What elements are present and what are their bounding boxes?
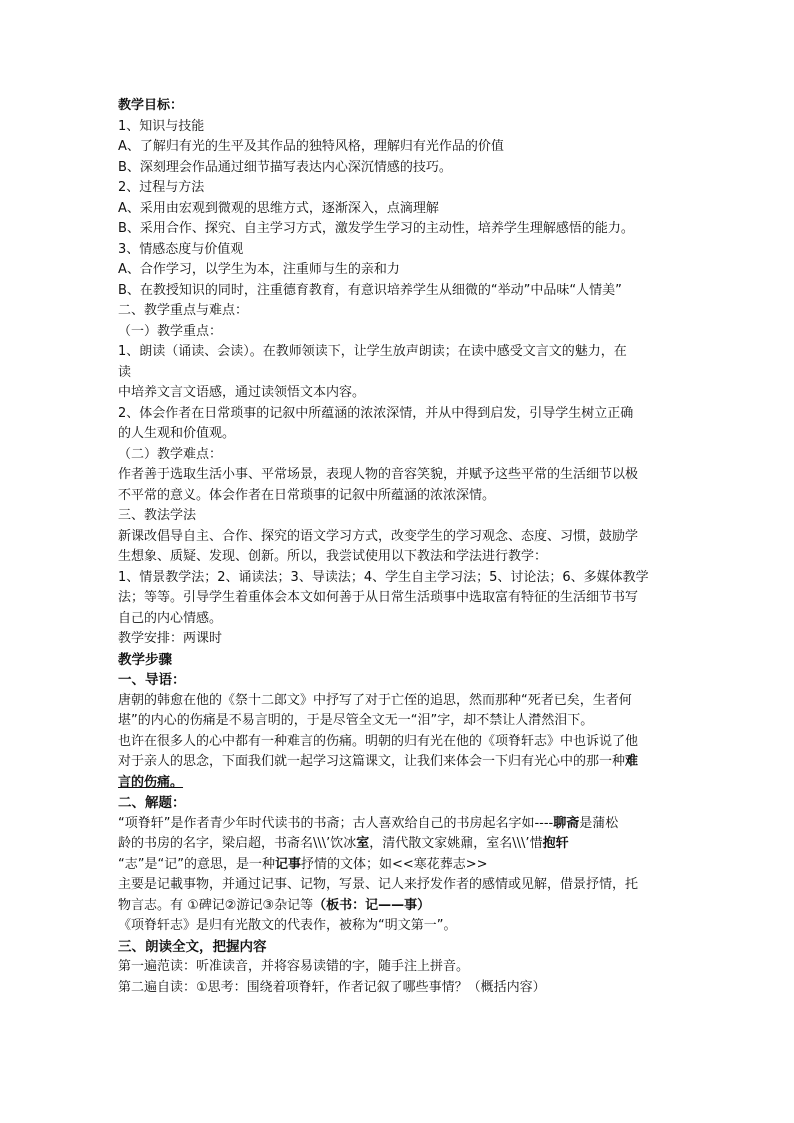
heading-teaching-goals: 教学目标： [118, 98, 184, 113]
text-line: （一）教学重点： [118, 323, 223, 339]
text-line: 第二遍自读：①思考：围绕着项脊轩，作者记叙了哪些事情？（概括内容） [118, 979, 546, 995]
text-line: 二、教学重点与难点： [118, 303, 249, 318]
bold-run: 聊斋 [553, 815, 580, 831]
text-run: “志”是“记”的意思，是一种 [118, 856, 275, 872]
text-line: 主要是记載事物，并通过记事、记物，写景、记人来抒发作者的感情或见解，借景抒情，托 [118, 877, 639, 892]
text-line [118, 855, 688, 876]
text-line: 1、知识与技能 [118, 118, 205, 134]
heading-introduction: 一、导语： [118, 672, 186, 688]
text-line: 言的伤痛。 [118, 774, 184, 790]
text-line [118, 834, 688, 855]
text-line: A、了解归有光的生平及其作品的独特风格，理解归有光作品的价值 [118, 139, 504, 154]
text-line: 自己的内心情感。 [118, 610, 223, 626]
text-line: 新课改倡导自主、合作、探究的语文学习方式，改变学生的学习观念、态度、习惯，鼓励学 [118, 528, 639, 544]
bold-run: 室 [356, 836, 370, 851]
text-line: 作者善于选取生活小事、平常场景，表现人物的音容笑貌，并赋予这些平常的生活细节以极 [118, 467, 639, 482]
text-line [118, 896, 688, 917]
text-line: 第一遍范读：听准读音，并将容易读错的字，随手注上拼音。 [118, 959, 470, 974]
text-line: （二）教学难点： [118, 446, 223, 462]
text-line: B、在教授知识的同时，注重德育教育，有意识培养学生从细微的“举动”中品味“人情美” [118, 282, 622, 298]
text-line: 《项脊轩志》是归有光散文的代表作，被称为“明文第一”。 [118, 918, 457, 933]
text-line: A、采用由宏观到微观的思维方式，逐渐深入，点滴理解 [118, 200, 439, 216]
text-line: 2、体会作者在日常琐事的记叙中所蕴涵的浓浓深情，并从中得到启发，引导学生树立正确 [118, 405, 634, 421]
text-line: 也许在很多人的心中都有一种难言的伤痛。明朝的归有光在他的《项脊轩志》中也诉说了他 [118, 733, 639, 749]
text-line: 读 [118, 364, 132, 380]
bold-run: 难 [625, 754, 639, 769]
text-line: 的人生观和价值观。 [118, 426, 236, 441]
text-line: B、采用合作、探究、自主学习方式，激发学生学习的主动性，培养学生理解感悟的能力。 [118, 221, 634, 236]
text-line [118, 752, 688, 773]
text-run: 对于亲人的思念，下面我们就一起学习这篇课文，让我们来体会一下归有光心中的那一种 [118, 754, 626, 769]
text-run: 是蒲松 [579, 815, 619, 831]
text-line: 三、教法学法 [118, 508, 197, 523]
text-line: 中培养文言文语感，通过读领悟文本内容。 [118, 385, 366, 400]
bold-run: （板书：记——事） [313, 897, 431, 913]
heading-read-full-text: 三、朗读全文，把握内容 [118, 938, 267, 955]
document-body [118, 96, 688, 998]
text-line: A、合作学习，以学生为本，注重师与生的亲和力 [118, 262, 400, 277]
text-line: 教学安排：两课时 [118, 631, 223, 646]
heading-title-explanation: 二、解题： [118, 795, 186, 811]
text-run: ，清代散文家姚鼐，室名\\\’惜 [369, 836, 543, 851]
text-line: 1、朗读（诵读、会读）。在教师领读下，让学生放声朗读；在读中感受文言文的魅力，在 [118, 344, 627, 359]
text-run: 龄的书房的名字，梁启超，书斋名\\\’饮冰 [118, 836, 357, 851]
text-run: 抒情的文体；如<<寒花葬志>> [300, 856, 488, 872]
text-line: 法；等等。引导学生着重体会本文如何善于从日常生活琐事中选取富有特征的生活细节书写 [118, 590, 639, 605]
text-line: 生想象、质疑、发现、创新。所以，我尝试使用以下教法和学法进行教学： [118, 549, 548, 564]
text-line: 不平常的意义。体会作者在日常琐事的记叙中所蕴涵的浓浓深情。 [118, 487, 496, 503]
heading-teaching-steps: 教学步骤 [118, 651, 172, 668]
bold-run: 抱轩 [542, 836, 569, 851]
text-line: B、深刻理会作品通过细节描写表达内心深沉情感的技巧。 [118, 159, 452, 175]
text-line: 唐朝的韩愈在他的《祭十二郎文》中抒写了对于亡侄的追思，然而那种“死者已矣，生者何 [118, 692, 632, 708]
bold-run: 记事 [274, 856, 301, 872]
text-run: “项脊轩”是作者青少年时代读书的书斋；古人喜欢给自己的书房起名字如---- [118, 815, 554, 831]
text-line: 2、过程与方法 [118, 180, 205, 195]
text-line [118, 814, 688, 835]
text-line: 堪”的内心的伤痛是不易言明的，于是尽管全文无一“泪”字，却不禁让人潸然泪下。 [118, 713, 594, 728]
text-line: 1、情景教学法；2、诵读法；3、导读法；4、学生自主学习法；5、讨论法；6、多媒体教学 [118, 569, 649, 585]
text-run: 物言志。有 ①碑记②游记③杂记等 [118, 897, 314, 913]
text-line: 3、情感态度与价值观 [118, 241, 244, 257]
